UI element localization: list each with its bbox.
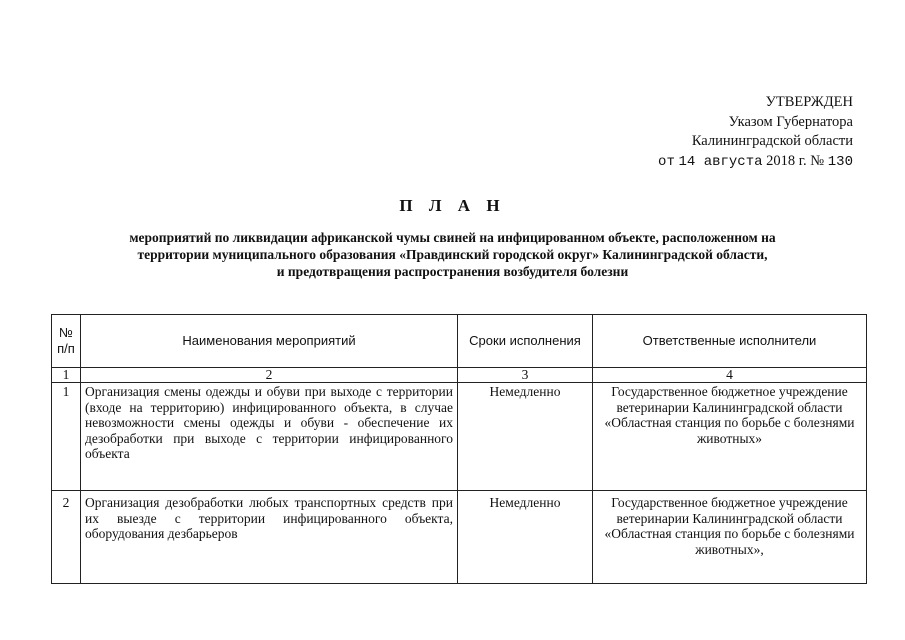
- date-year: 2018 г. №: [766, 152, 825, 169]
- column-number: 4: [593, 368, 867, 383]
- date-value: 14 августа: [678, 153, 763, 170]
- subtitle-line-1: мероприятий по ликвидации африканской чумы свиней на инфицированном объекте, расположенном на: [129, 230, 776, 245]
- date-prefix: от: [658, 153, 675, 170]
- column-number: 3: [458, 368, 593, 383]
- row-responsible: Государственное бюджетное учреждение ветеринарии Калининградской области «Областная станция по борьбе с болезнями животных»: [593, 383, 867, 491]
- plan-table: [51, 314, 867, 584]
- table-row: [52, 383, 867, 491]
- row-responsible: Государственное бюджетное учреждение ветеринарии Калининградской области «Областная станция по борьбе с болезнями животных»,: [593, 491, 867, 584]
- decree-number: 130: [827, 153, 853, 170]
- table-row: [52, 491, 867, 584]
- header-name: Наименования мероприятий: [81, 315, 458, 368]
- header-responsible: Ответственные исполнители: [593, 315, 867, 368]
- row-num: 1: [52, 383, 81, 491]
- approval-block: [623, 93, 853, 172]
- document-title: П Л А Н: [399, 196, 506, 215]
- approval-region: Калининградской области: [691, 133, 853, 149]
- approval-decree: Указом Губернатора: [728, 113, 853, 130]
- table-header-row: [52, 315, 867, 368]
- subtitle-line-3: и предотвращения распространения возбудителя болезни: [276, 264, 629, 279]
- approval-heading: УТВЕРЖДЕН: [765, 94, 853, 110]
- row-term: Немедленно: [458, 491, 593, 584]
- column-number: 1: [52, 368, 81, 383]
- row-name: Организация смены одежды и обуви при выходе с территории (входе на территорию) инфицированного объекта, в случае невозможности смены одежды и обуви - обеспечение их дезобработки при выходе с территории инфицированного объекта: [81, 383, 458, 491]
- approval-date-line: [623, 152, 853, 173]
- column-number-row: [52, 368, 867, 383]
- document-subtitle: [40, 229, 865, 280]
- row-name: Организация дезобработки любых транспортных средств при их выезде с территории инфицированного объекта, оборудования дезбарьеров: [81, 491, 458, 584]
- subtitle-line-2: территории муниципального образования «Правдинский городской округ» Калининградской области,: [137, 247, 768, 262]
- header-term: Сроки исполнения: [458, 315, 593, 368]
- row-num: 2: [52, 491, 81, 584]
- header-num: № п/п: [52, 315, 81, 368]
- row-term: Немедленно: [458, 383, 593, 491]
- column-number: 2: [81, 368, 458, 383]
